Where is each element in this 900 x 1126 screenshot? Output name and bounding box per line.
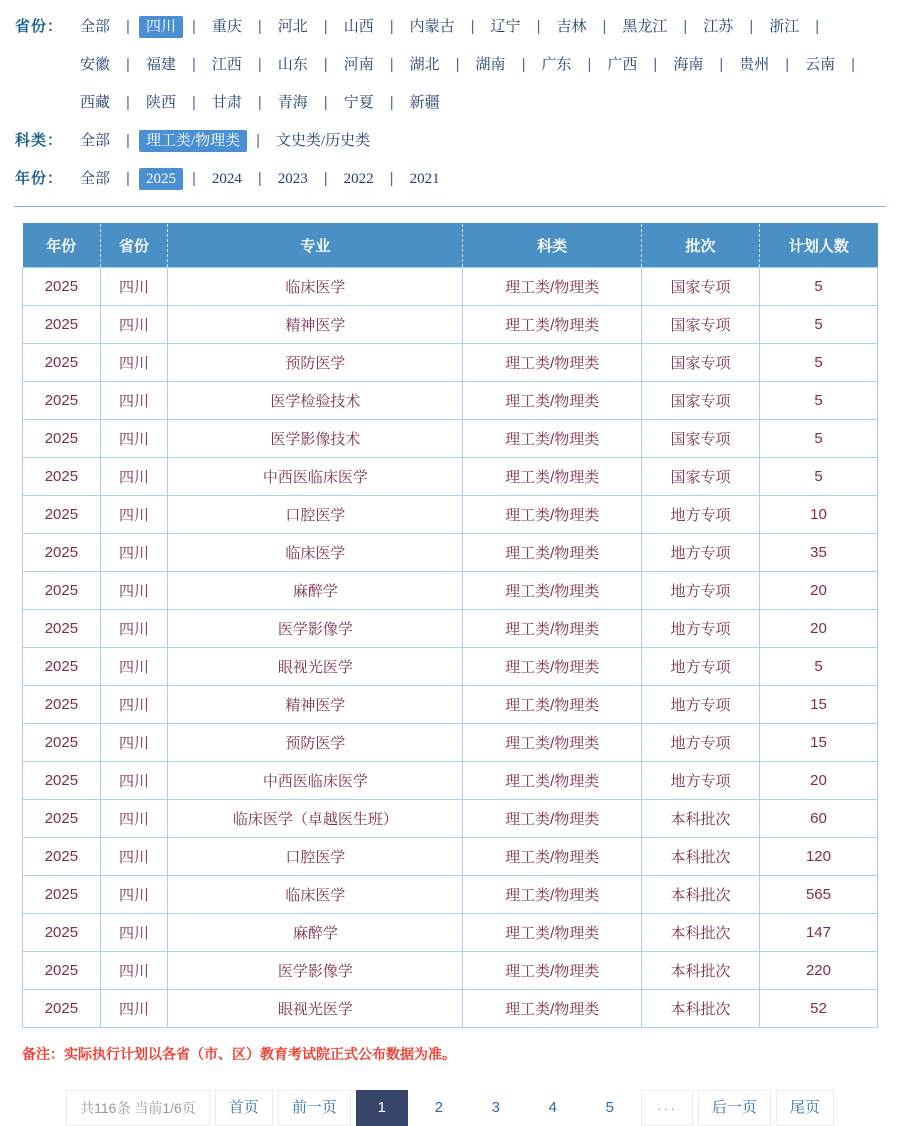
table-cell: 2025 — [23, 648, 101, 686]
table-cell: 理工类/物理类 — [463, 876, 642, 914]
filter-separator: | — [815, 18, 820, 35]
table-cell: 临床医学 — [168, 876, 463, 914]
filter-separator: | — [257, 18, 262, 35]
table-cell: 60 — [759, 800, 877, 838]
table-cell: 地方专项 — [642, 762, 760, 800]
table-cell: 地方专项 — [642, 572, 760, 610]
table-cell: 本科批次 — [642, 952, 760, 990]
table-cell: 医学影像学 — [168, 610, 463, 648]
table-cell: 本科批次 — [642, 990, 760, 1028]
filter-separator: | — [521, 56, 526, 73]
table-cell: 理工类/物理类 — [463, 534, 642, 572]
table-cell: 精神医学 — [168, 306, 463, 344]
table-cell: 麻醉学 — [168, 572, 463, 610]
filter-separator: | — [257, 170, 262, 187]
table-cell: 2025 — [23, 838, 101, 876]
province-option[interactable]: 贵州 — [739, 57, 770, 73]
table-header-plan-count: 计划人数 — [759, 224, 877, 268]
table-cell: 四川 — [100, 610, 168, 648]
filter-separator: | — [126, 170, 130, 187]
table-cell: 2025 — [23, 876, 101, 914]
province-option[interactable]: 陕西 — [145, 95, 176, 111]
table-cell: 医学影像学 — [168, 952, 463, 990]
year-option[interactable]: 2021 — [409, 171, 440, 187]
table-cell: 眼视光医学 — [168, 648, 463, 686]
table-cell: 理工类/物理类 — [463, 914, 642, 952]
table-cell: 2025 — [23, 952, 101, 990]
table-cell: 5 — [759, 382, 877, 420]
table-cell: 四川 — [100, 724, 168, 762]
table-cell: 5 — [759, 306, 877, 344]
table-row — [23, 952, 878, 990]
province-option[interactable]: 黑龙江 — [622, 19, 668, 35]
table-cell: 四川 — [100, 876, 168, 914]
table-cell: 理工类/物理类 — [463, 496, 642, 534]
table-cell: 10 — [759, 496, 877, 534]
province-option[interactable]: 广东 — [541, 57, 572, 73]
table-cell: 国家专项 — [642, 458, 760, 496]
table-cell: 国家专项 — [642, 420, 760, 458]
filter-separator: | — [323, 18, 328, 35]
table-cell: 四川 — [100, 496, 168, 534]
table-cell: 2025 — [23, 686, 101, 724]
table-cell: 四川 — [100, 914, 168, 952]
table-row — [23, 724, 878, 762]
subject-option[interactable]: 文史类/历史类 — [276, 133, 371, 149]
table-cell: 2025 — [23, 914, 101, 952]
table-cell: 2025 — [23, 306, 101, 344]
table-row — [23, 572, 878, 610]
table-cell: 预防医学 — [168, 724, 463, 762]
filter-separator: | — [126, 18, 130, 35]
table-header-subject-type: 科类 — [463, 224, 642, 268]
province-option[interactable]: 甘肃 — [211, 95, 242, 111]
table-header-year: 年份 — [23, 224, 101, 268]
filter-separator: | — [602, 18, 607, 35]
filter-separator: | — [257, 94, 262, 111]
province-option[interactable]: 河南 — [343, 57, 374, 73]
table-cell: 地方专项 — [642, 724, 760, 762]
table-cell: 理工类/物理类 — [463, 610, 642, 648]
table-cell: 地方专项 — [642, 648, 760, 686]
filter-separator: | — [455, 56, 460, 73]
table-cell: 中西医临床医学 — [168, 762, 463, 800]
table-cell: 本科批次 — [642, 800, 760, 838]
table-cell: 5 — [759, 458, 877, 496]
table-cell: 15 — [759, 686, 877, 724]
province-option[interactable]: 内蒙古 — [409, 19, 455, 35]
prev-page-button[interactable]: 前一页 — [278, 1090, 351, 1126]
table-cell: 口腔医学 — [168, 838, 463, 876]
next-page-button[interactable]: 后一页 — [698, 1090, 771, 1126]
table-cell: 四川 — [100, 534, 168, 572]
filter-label-province: 省份： — [15, 18, 64, 35]
page-number-list — [356, 1090, 636, 1126]
table-cell: 本科批次 — [642, 876, 760, 914]
year-option[interactable]: 2023 — [277, 171, 308, 187]
filter-separator: | — [749, 18, 754, 35]
table-cell: 5 — [759, 344, 877, 382]
filter-separator: | — [323, 56, 328, 73]
table-header-row — [23, 224, 878, 268]
table-row — [23, 458, 878, 496]
table-cell: 国家专项 — [642, 268, 760, 306]
province-option[interactable]: 宁夏 — [343, 95, 374, 111]
province-option[interactable]: 江苏 — [703, 19, 734, 35]
table-cell: 52 — [759, 990, 877, 1028]
table-cell: 四川 — [100, 838, 168, 876]
table-cell: 理工类/物理类 — [463, 800, 642, 838]
province-option[interactable]: 江西 — [211, 57, 242, 73]
filter-separator: | — [785, 56, 790, 73]
last-page-button[interactable]: 尾页 — [776, 1090, 834, 1126]
table-cell: 理工类/物理类 — [463, 952, 642, 990]
filter-separator: | — [191, 56, 196, 73]
filter-separator: | — [389, 170, 394, 187]
table-cell: 医学检验技术 — [168, 382, 463, 420]
page-number-2[interactable]: 2 — [413, 1090, 465, 1126]
table-cell: 医学影像技术 — [168, 420, 463, 458]
filters-divider — [14, 206, 886, 207]
table-cell: 2025 — [23, 534, 101, 572]
province-options — [73, 8, 885, 122]
table-cell: 本科批次 — [642, 914, 760, 952]
table-row — [23, 496, 878, 534]
filter-group-subject — [15, 122, 885, 160]
table-cell: 临床医学 — [168, 534, 463, 572]
table-cell: 地方专项 — [642, 686, 760, 724]
province-option[interactable]: 西藏 — [80, 95, 111, 111]
province-option[interactable]: 湖南 — [475, 57, 506, 73]
province-option[interactable]: 新疆 — [409, 95, 440, 111]
subject-option[interactable]: 理工类/物理类 — [139, 130, 247, 152]
table-row — [23, 420, 878, 458]
table-row — [23, 648, 878, 686]
table-cell: 20 — [759, 610, 877, 648]
table-header-major: 专业 — [168, 224, 463, 268]
filter-label-subject: 科类： — [15, 132, 64, 149]
province-option[interactable]: 吉林 — [556, 19, 587, 35]
filter-separator: | — [323, 170, 328, 187]
table-cell: 地方专项 — [642, 534, 760, 572]
table-row — [23, 800, 878, 838]
filter-separator: | — [389, 18, 394, 35]
table-cell: 理工类/物理类 — [463, 572, 642, 610]
table-cell: 120 — [759, 838, 877, 876]
filter-separator: | — [470, 18, 475, 35]
table-row — [23, 268, 878, 306]
table-row — [23, 876, 878, 914]
table-cell: 理工类/物理类 — [463, 420, 642, 458]
filter-separator: | — [257, 56, 262, 73]
province-option[interactable]: 安徽 — [80, 57, 111, 73]
pagination-ellipsis: ··· — [641, 1090, 693, 1126]
table-cell: 预防医学 — [168, 344, 463, 382]
year-options — [73, 160, 885, 198]
filter-separator: | — [653, 56, 658, 73]
table-cell: 2025 — [23, 724, 101, 762]
province-option[interactable]: 全部 — [80, 19, 111, 35]
table-cell: 理工类/物理类 — [463, 306, 642, 344]
table-cell: 220 — [759, 952, 877, 990]
province-option[interactable]: 山东 — [277, 57, 308, 73]
pagination-summary: 共116条 当前1/6页 — [66, 1090, 210, 1126]
table-cell: 理工类/物理类 — [463, 686, 642, 724]
year-option[interactable]: 2025 — [139, 168, 183, 190]
table-cell: 眼视光医学 — [168, 990, 463, 1028]
table-cell: 2025 — [23, 344, 101, 382]
filter-separator: | — [587, 56, 592, 73]
filter-separator: | — [126, 132, 130, 149]
year-option[interactable]: 2022 — [343, 171, 374, 187]
province-option[interactable]: 湖北 — [409, 57, 440, 73]
subject-option[interactable]: 全部 — [80, 133, 111, 149]
filter-separator: | — [126, 94, 130, 111]
table-cell: 理工类/物理类 — [463, 838, 642, 876]
page-number-1[interactable]: 1 — [356, 1090, 408, 1126]
filter-separator: | — [191, 170, 196, 187]
filter-separator: | — [256, 132, 261, 149]
filter-group-province — [15, 8, 885, 122]
province-option[interactable]: 青海 — [277, 95, 308, 111]
table-cell: 四川 — [100, 990, 168, 1028]
province-option[interactable]: 福建 — [145, 57, 176, 73]
province-option[interactable]: 辽宁 — [490, 19, 521, 35]
table-cell: 四川 — [100, 268, 168, 306]
table-cell: 临床医学 — [168, 268, 463, 306]
table-row — [23, 534, 878, 572]
enrollment-plan-table — [22, 223, 878, 1028]
province-option[interactable]: 重庆 — [211, 19, 242, 35]
table-cell: 2025 — [23, 800, 101, 838]
filter-separator: | — [536, 18, 541, 35]
table-cell: 理工类/物理类 — [463, 648, 642, 686]
page-number-4[interactable]: 4 — [527, 1090, 579, 1126]
table-cell: 四川 — [100, 686, 168, 724]
year-option[interactable]: 2024 — [211, 171, 242, 187]
table-cell: 四川 — [100, 800, 168, 838]
table-cell: 四川 — [100, 762, 168, 800]
table-cell: 5 — [759, 268, 877, 306]
table-cell: 20 — [759, 572, 877, 610]
table-row — [23, 344, 878, 382]
table-cell: 2025 — [23, 458, 101, 496]
province-option[interactable]: 河北 — [277, 19, 308, 35]
filter-separator: | — [191, 18, 196, 35]
table-cell: 35 — [759, 534, 877, 572]
disclaimer-note: 备注：实际执行计划以各省（市、区）教育考试院正式公布数据为准。 — [22, 1046, 456, 1062]
table-cell: 四川 — [100, 382, 168, 420]
table-header-batch: 批次 — [642, 224, 760, 268]
province-option[interactable]: 浙江 — [769, 19, 800, 35]
table-cell: 147 — [759, 914, 877, 952]
table-row — [23, 306, 878, 344]
province-option[interactable]: 四川 — [139, 16, 183, 38]
table-cell: 理工类/物理类 — [463, 990, 642, 1028]
filter-separator: | — [389, 94, 394, 111]
table-cell: 中西医临床医学 — [168, 458, 463, 496]
table-cell: 5 — [759, 420, 877, 458]
province-option[interactable]: 山西 — [343, 19, 374, 35]
table-cell: 理工类/物理类 — [463, 724, 642, 762]
filter-group-year — [15, 160, 885, 198]
table-cell: 国家专项 — [642, 306, 760, 344]
table-cell: 理工类/物理类 — [463, 382, 642, 420]
table-cell: 20 — [759, 762, 877, 800]
table-cell: 2025 — [23, 990, 101, 1028]
table-cell: 地方专项 — [642, 496, 760, 534]
table-cell: 本科批次 — [642, 838, 760, 876]
table-cell: 四川 — [100, 306, 168, 344]
page-number-3[interactable]: 3 — [470, 1090, 522, 1126]
table-cell: 口腔医学 — [168, 496, 463, 534]
filter-separator: | — [851, 56, 856, 73]
filter-separator: | — [191, 94, 196, 111]
table-cell: 理工类/物理类 — [463, 458, 642, 496]
table-cell: 地方专项 — [642, 610, 760, 648]
table-cell: 麻醉学 — [168, 914, 463, 952]
filter-separator: | — [389, 56, 394, 73]
table-cell: 15 — [759, 724, 877, 762]
table-header-province: 省份 — [100, 224, 168, 268]
table-cell: 理工类/物理类 — [463, 268, 642, 306]
table-cell: 国家专项 — [642, 344, 760, 382]
table-row — [23, 838, 878, 876]
table-cell: 2025 — [23, 382, 101, 420]
filters-panel — [0, 0, 900, 198]
table-cell: 理工类/物理类 — [463, 344, 642, 382]
table-row — [23, 990, 878, 1028]
table-cell: 2025 — [23, 268, 101, 306]
subject-options — [73, 122, 885, 160]
table-cell: 四川 — [100, 648, 168, 686]
filter-label-year: 年份： — [15, 170, 64, 187]
province-option[interactable]: 海南 — [673, 57, 704, 73]
filter-separator: | — [126, 56, 130, 73]
table-cell: 2025 — [23, 762, 101, 800]
table-cell: 理工类/物理类 — [463, 762, 642, 800]
table-cell: 四川 — [100, 572, 168, 610]
table-row — [23, 686, 878, 724]
table-cell: 国家专项 — [642, 382, 760, 420]
pagination-bar — [0, 1090, 900, 1126]
table-cell: 2025 — [23, 420, 101, 458]
table-cell: 2025 — [23, 572, 101, 610]
table-cell: 临床医学（卓越医生班） — [168, 800, 463, 838]
filter-separator: | — [719, 56, 724, 73]
table-cell: 四川 — [100, 458, 168, 496]
table-row — [23, 762, 878, 800]
table-cell: 四川 — [100, 344, 168, 382]
table-cell: 四川 — [100, 952, 168, 990]
province-option[interactable]: 广西 — [607, 57, 638, 73]
province-option[interactable]: 云南 — [805, 57, 836, 73]
table-cell: 精神医学 — [168, 686, 463, 724]
table-row — [23, 610, 878, 648]
table-cell: 2025 — [23, 496, 101, 534]
table-row — [23, 914, 878, 952]
table-cell: 565 — [759, 876, 877, 914]
table-cell: 5 — [759, 648, 877, 686]
table-row — [23, 382, 878, 420]
filter-separator: | — [323, 94, 328, 111]
table-cell: 四川 — [100, 420, 168, 458]
table-cell: 2025 — [23, 610, 101, 648]
page-number-5[interactable]: 5 — [584, 1090, 636, 1126]
first-page-button[interactable]: 首页 — [215, 1090, 273, 1126]
year-option[interactable]: 全部 — [80, 171, 111, 187]
filter-separator: | — [683, 18, 688, 35]
